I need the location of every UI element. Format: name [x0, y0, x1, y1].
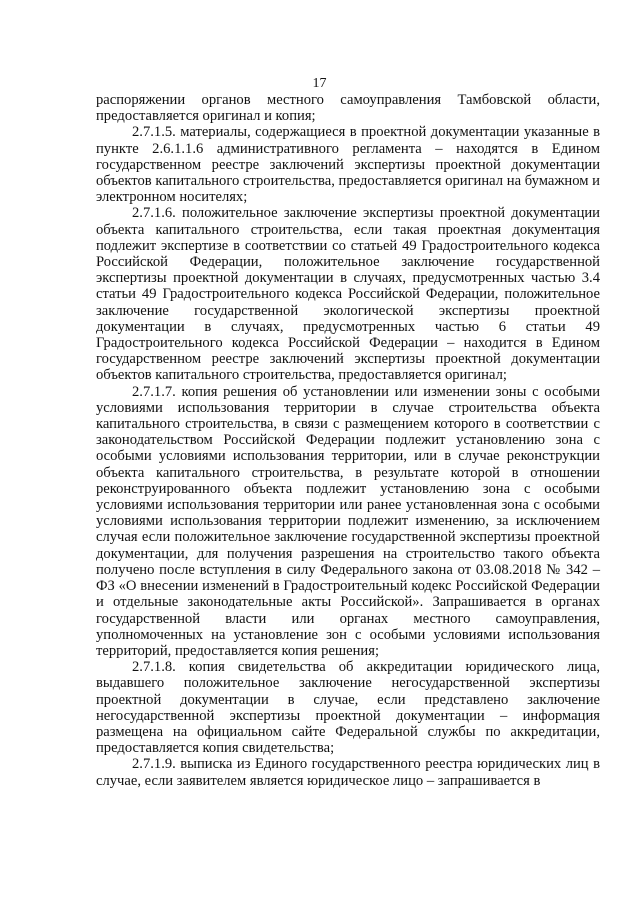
paragraph-continuation: распоряжении органов местного самоуправления Тамбовской области, предоставляется оригинал и копия; [96, 92, 600, 125]
paragraph-2-7-1-6: 2.7.1.6. положительное заключение экспертизы проектной документации объекта капитального строительства, если такая проектная документация подлежит экспертизе в соответствии со статьей 49 Градостроительного кодекса Российской Федерации, положительное заключение государственной экспертизы проектной документации в случаях, предусмотренных частью 3.4 статьи 49 Градостроительного кодекса Российской Федерации, положительное заключение государственной экологической экспертизы проектной документации в случаях, предусмотренных частью 6 статьи 49 Градостроительного кодекса Российской Федерации – находится в Едином государственном реестре заключений экспертизы проектной документации объектов капитального строительства, предоставляется оригинал; [96, 205, 600, 384]
paragraph-2-7-1-5: 2.7.1.5. материалы, содержащиеся в проектной документации указанные в пункте 2.6.1.1.6 административного регламента – находятся в Едином государственном реестре заключений экспертизы проектной документации объектов капитального строительства, предоставляется оригинал на бумажном и электронном носителях; [96, 124, 600, 206]
paragraph-2-7-1-9: 2.7.1.9. выписка из Единого государственного реестра юридических лиц в случае, если заявителем является юридическое лицо – запрашивается в [96, 756, 600, 789]
page-number: 17 [312, 76, 327, 91]
paragraph-2-7-1-7: 2.7.1.7. копия решения об установлении или изменении зоны с особыми условиями использования территории в случае строительства объекта капитального строительства, в связи с размещением которого в соответствии с законодательством Российской Федерации подлежит установлению зона с особыми условиями использования территории, или в случае реконструкции объекта капитального строительства, в результате которой в отношении реконструированного объекта подлежит установлению зона с особыми условиями использования территории или ранее установленная зона с особыми условиями использования территории подлежит изменению, за исключением случая если положительное заключение государственной экспертизы проектной документации, для получения разрешения на строительство такого объекта получено после вступления в силу Федерального закона от 03.08.2018 № 342 – ФЗ «О внесении изменений в Градостроительный кодекс Российской Федерации и отдельные законодательные акты Российской». Запрашивается в органах государственной власти или органах местного самоуправления, уполномоченных на установление зон с особыми условиями использования территорий, предоставляется копия решения; [96, 383, 600, 659]
paragraph-2-7-1-8: 2.7.1.8. копия свидетельства об аккредитации юридического лица, выдавшего положительное заключение негосударственной экспертизы проектной документации в случае, если представлено заключение негосударственной экспертизы проектной документации – информация размещена на официальном сайте Федеральной службы по аккредитации, предоставляется копия свидетельства; [96, 659, 600, 757]
document-body [96, 92, 600, 789]
